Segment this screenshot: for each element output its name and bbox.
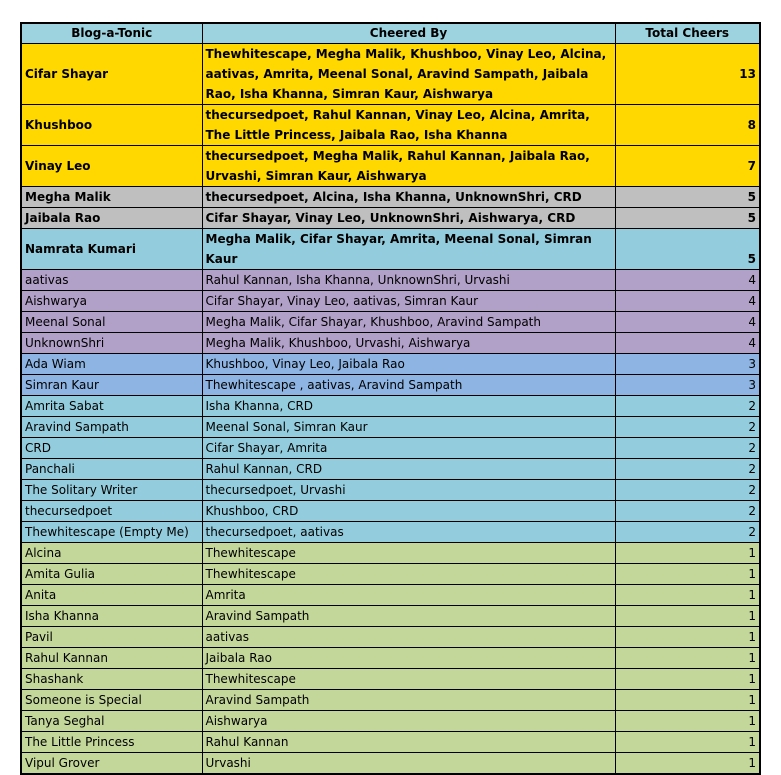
header-total-cheers: Total Cheers [615, 23, 760, 44]
table-row [21, 501, 760, 522]
blog-name-cell: Isha Khanna [21, 606, 202, 627]
table-row [21, 669, 760, 690]
cheered-by-cell: Aishwarya [202, 711, 615, 732]
cheered-by-cell: Khushboo, Vinay Leo, Jaibala Rao [202, 354, 615, 375]
total-cheers-cell: 2 [615, 522, 760, 543]
blog-name-cell: The Solitary Writer [21, 480, 202, 501]
blog-name-cell: Amrita Sabat [21, 396, 202, 417]
cheered-by-cell: thecursedpoet, Rahul Kannan, Vinay Leo, Alcina, Amrita, The Little Princess, Jaibala Rao, Isha Khanna [202, 105, 615, 146]
blog-name-cell: Simran Kaur [21, 375, 202, 396]
table-row [21, 648, 760, 669]
table-row [21, 627, 760, 648]
cheered-by-cell: Cifar Shayar, Vinay Leo, aativas, Simran Kaur [202, 291, 615, 312]
table-row [21, 291, 760, 312]
table-row [21, 438, 760, 459]
blog-name-cell: Someone is Special [21, 690, 202, 711]
total-cheers-cell: 5 [615, 208, 760, 229]
total-cheers-cell: 3 [615, 375, 760, 396]
cheered-by-cell: Amrita [202, 585, 615, 606]
total-cheers-cell: 1 [615, 753, 760, 775]
blog-name-cell: Shashank [21, 669, 202, 690]
blog-name-cell: The Little Princess [21, 732, 202, 753]
blog-name-cell: Amita Gulia [21, 564, 202, 585]
cheered-by-cell: Rahul Kannan, Isha Khanna, UnknownShri, Urvashi [202, 270, 615, 291]
cheered-by-cell: aativas [202, 627, 615, 648]
total-cheers-cell: 1 [615, 669, 760, 690]
cheered-by-cell: Meenal Sonal, Simran Kaur [202, 417, 615, 438]
table-row [21, 44, 760, 105]
cheered-by-cell: Megha Malik, Khushboo, Urvashi, Aishwarya [202, 333, 615, 354]
cheered-by-cell: thecursedpoet, aativas [202, 522, 615, 543]
cheered-by-cell: Thewhitescape, Megha Malik, Khushboo, Vinay Leo, Alcina, aativas, Amrita, Meenal Sonal, Aravind Sampath, Jaibala Rao, Isha Khanna, Simran Kaur, Aishwarya [202, 44, 615, 105]
cheered-by-cell: Megha Malik, Cifar Shayar, Khushboo, Aravind Sampath [202, 312, 615, 333]
blog-name-cell: Cifar Shayar [21, 44, 202, 105]
total-cheers-cell: 2 [615, 417, 760, 438]
cheered-by-cell: Cifar Shayar, Vinay Leo, UnknownShri, Aishwarya, CRD [202, 208, 615, 229]
blog-name-cell: Aravind Sampath [21, 417, 202, 438]
cheered-by-cell: Thewhitescape [202, 669, 615, 690]
cheered-by-cell: thecursedpoet, Urvashi [202, 480, 615, 501]
cheered-by-cell: thecursedpoet, Alcina, Isha Khanna, UnknownShri, CRD [202, 187, 615, 208]
cheered-by-cell: thecursedpoet, Megha Malik, Rahul Kannan, Jaibala Rao, Urvashi, Simran Kaur, Aishwarya [202, 146, 615, 187]
blog-name-cell: Jaibala Rao [21, 208, 202, 229]
total-cheers-cell: 2 [615, 438, 760, 459]
total-cheers-cell: 4 [615, 333, 760, 354]
blog-name-cell: CRD [21, 438, 202, 459]
blog-name-cell: Panchali [21, 459, 202, 480]
cheered-by-cell: Isha Khanna, CRD [202, 396, 615, 417]
total-cheers-cell: 5 [615, 187, 760, 208]
total-cheers-cell: 1 [615, 648, 760, 669]
total-cheers-cell: 3 [615, 354, 760, 375]
total-cheers-cell: 2 [615, 459, 760, 480]
total-cheers-cell: 1 [615, 585, 760, 606]
table-row [21, 417, 760, 438]
cheered-by-cell: Cifar Shayar, Amrita [202, 438, 615, 459]
table-row [21, 105, 760, 146]
blog-name-cell: Alcina [21, 543, 202, 564]
total-cheers-cell: 2 [615, 480, 760, 501]
blog-name-cell: Vinay Leo [21, 146, 202, 187]
total-cheers-cell: 1 [615, 627, 760, 648]
table-row [21, 187, 760, 208]
total-cheers-cell: 1 [615, 732, 760, 753]
table-row [21, 270, 760, 291]
table-row [21, 396, 760, 417]
blog-name-cell: thecursedpoet [21, 501, 202, 522]
total-cheers-cell: 8 [615, 105, 760, 146]
header-row [21, 23, 760, 44]
table-body [21, 44, 760, 775]
blog-name-cell: Aishwarya [21, 291, 202, 312]
table-row [21, 732, 760, 753]
table-row [21, 333, 760, 354]
table-row [21, 753, 760, 775]
header-blog: Blog-a-Tonic [21, 23, 202, 44]
blog-name-cell: Meenal Sonal [21, 312, 202, 333]
cheered-by-cell: Urvashi [202, 753, 615, 775]
table-row [21, 312, 760, 333]
blog-name-cell: Thewhitescape (Empty Me) [21, 522, 202, 543]
cheered-by-cell: Aravind Sampath [202, 606, 615, 627]
cheered-by-cell: Thewhitescape , aativas, Aravind Sampath [202, 375, 615, 396]
cheered-by-cell: Rahul Kannan, CRD [202, 459, 615, 480]
blog-name-cell: Ada Wiam [21, 354, 202, 375]
total-cheers-cell: 2 [615, 396, 760, 417]
total-cheers-cell: 13 [615, 44, 760, 105]
table-row [21, 711, 760, 732]
total-cheers-cell: 1 [615, 711, 760, 732]
cheered-by-cell: Aravind Sampath [202, 690, 615, 711]
total-cheers-cell: 4 [615, 270, 760, 291]
blog-name-cell: Namrata Kumari [21, 229, 202, 270]
blog-name-cell: Pavil [21, 627, 202, 648]
cheered-by-cell: Jaibala Rao [202, 648, 615, 669]
table-row [21, 354, 760, 375]
table-row [21, 459, 760, 480]
blog-name-cell: UnknownShri [21, 333, 202, 354]
total-cheers-cell: 7 [615, 146, 760, 187]
table-row [21, 606, 760, 627]
cheered-by-cell: Thewhitescape [202, 543, 615, 564]
cheered-by-cell: Thewhitescape [202, 564, 615, 585]
blog-name-cell: Tanya Seghal [21, 711, 202, 732]
total-cheers-cell: 1 [615, 564, 760, 585]
blog-name-cell: Vipul Grover [21, 753, 202, 775]
table-row [21, 564, 760, 585]
table-row [21, 543, 760, 564]
table-row [21, 229, 760, 270]
table-row [21, 208, 760, 229]
blog-name-cell: Megha Malik [21, 187, 202, 208]
table-row [21, 480, 760, 501]
table-row [21, 690, 760, 711]
total-cheers-cell: 2 [615, 501, 760, 522]
total-cheers-cell: 4 [615, 291, 760, 312]
table-row [21, 146, 760, 187]
cheered-by-cell: Khushboo, CRD [202, 501, 615, 522]
cheered-by-cell: Rahul Kannan [202, 732, 615, 753]
table-row [21, 375, 760, 396]
blog-name-cell: Rahul Kannan [21, 648, 202, 669]
total-cheers-cell: 1 [615, 606, 760, 627]
total-cheers-cell: 4 [615, 312, 760, 333]
blog-name-cell: aativas [21, 270, 202, 291]
cheers-table [20, 22, 761, 775]
total-cheers-cell: 5 [615, 229, 760, 270]
table-row [21, 585, 760, 606]
total-cheers-cell: 1 [615, 543, 760, 564]
total-cheers-cell: 1 [615, 690, 760, 711]
blog-name-cell: Khushboo [21, 105, 202, 146]
table-row [21, 522, 760, 543]
header-cheered-by: Cheered By [202, 23, 615, 44]
cheered-by-cell: Megha Malik, Cifar Shayar, Amrita, Meenal Sonal, Simran Kaur [202, 229, 615, 270]
blog-name-cell: Anita [21, 585, 202, 606]
